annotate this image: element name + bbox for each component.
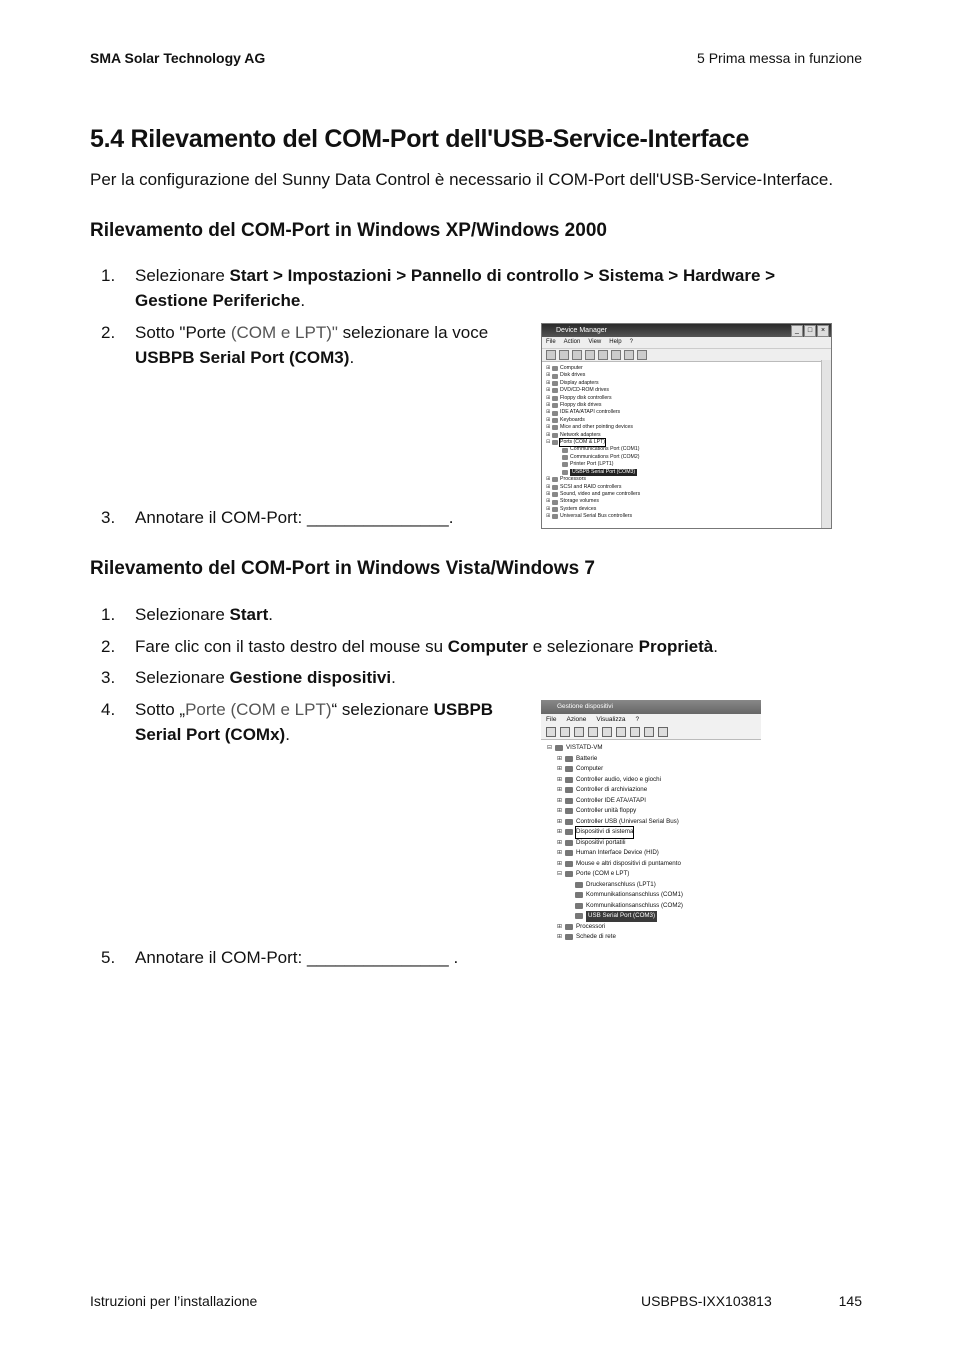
expand-icon[interactable]: ⊞ xyxy=(557,787,563,793)
footer-doc-type: Istruzioni per l’installazione xyxy=(90,1293,258,1309)
vista-step3-text: Selezionare xyxy=(135,668,230,687)
vista-tree-label: Controller audio, video e giochi xyxy=(576,775,661,783)
vista-menubar xyxy=(541,714,761,725)
vista-tree-label: USB Serial Port (COM3) xyxy=(586,911,657,922)
vista-tree-item[interactable] xyxy=(547,859,755,870)
header-company: SMA Solar Technology AG xyxy=(90,50,266,66)
device-icon xyxy=(565,808,573,814)
xp-tree-item[interactable] xyxy=(546,380,827,387)
xp-tree-item[interactable] xyxy=(546,446,827,453)
xp-tree-label: Display adapters xyxy=(560,379,599,386)
xp-device-manager-screenshot xyxy=(541,323,832,529)
xp-step1-number: 1. xyxy=(101,266,116,285)
xp-tree-label: Storage volumes xyxy=(560,498,599,505)
expand-icon[interactable]: ⊞ xyxy=(546,409,551,416)
xp-step2 xyxy=(135,320,525,370)
xp-toolbar xyxy=(542,349,831,362)
expand-icon[interactable]: ⊞ xyxy=(546,372,551,379)
section-title: 5.4 Rilevamento del COM-Port dell'USB-Service-Interface xyxy=(90,125,750,153)
xp-tree-label: Sound, video and game controllers xyxy=(560,490,641,497)
xp-window-title: Device Manager xyxy=(556,327,607,334)
xp-step2-ports: (COM e LPT)" xyxy=(230,323,338,342)
xp-tree-item[interactable] xyxy=(546,484,827,491)
xp-tree-item[interactable] xyxy=(546,417,827,424)
xp-tree-label: Computer xyxy=(560,365,583,371)
vista-tree-item[interactable] xyxy=(547,922,755,933)
vista-tree-label: Dispositivi di sistema xyxy=(576,827,633,838)
device-icon xyxy=(565,840,573,846)
xp-step2-end: . xyxy=(349,348,355,367)
xp-step2-text: Sotto "Porte xyxy=(135,323,231,342)
device-icon xyxy=(552,477,558,482)
device-icon xyxy=(565,934,573,940)
vista-tree-item[interactable] xyxy=(547,785,755,796)
vista-step1 xyxy=(135,602,273,627)
expand-icon[interactable]: ⊞ xyxy=(546,476,551,483)
expand-icon[interactable]: ⊞ xyxy=(546,402,551,409)
xp-tree-item[interactable] xyxy=(546,491,827,498)
xp-tree-label: Printer Port (LPT1) xyxy=(570,461,614,468)
device-icon xyxy=(552,418,558,423)
xp-step1 xyxy=(135,263,835,313)
vista-menu-item[interactable]: Visualizza xyxy=(596,716,626,723)
vista-tree-item[interactable] xyxy=(547,838,755,849)
uninstall-icon[interactable] xyxy=(637,350,647,360)
vista-tree-label: Processori xyxy=(576,922,606,930)
xp-titlebar xyxy=(542,324,831,337)
xp-tree-label: Keyboards xyxy=(560,416,585,423)
expand-icon[interactable]: ⊞ xyxy=(546,513,551,520)
uninstall-icon[interactable] xyxy=(658,727,668,737)
vista-step5-number: 5. xyxy=(101,948,116,967)
xp-menu-item[interactable]: Action xyxy=(563,339,581,345)
xp-menu-item[interactable]: Help xyxy=(609,339,622,345)
vista-tree-item[interactable] xyxy=(547,806,755,817)
xp-scrollbar[interactable] xyxy=(821,360,831,528)
expand-icon[interactable]: ⊞ xyxy=(546,490,551,497)
vista-heading: Rilevamento del COM-Port in Windows Vista/Windows 7 xyxy=(90,558,595,579)
device-icon xyxy=(562,462,568,467)
xp-tree-label: SCSI and RAID controllers xyxy=(560,483,622,490)
vista-step4-device-b: Serial Port (COMx) xyxy=(135,725,286,744)
vista-step4-end: . xyxy=(285,725,290,744)
vista-tree-item[interactable] xyxy=(547,796,755,807)
device-icon xyxy=(552,440,558,445)
xp-tree-label: Ports (COM & LPT) xyxy=(560,439,605,446)
xp-step1-text: Selezionare xyxy=(135,266,230,285)
maximize-icon[interactable]: □ xyxy=(804,325,816,337)
xp-menu-item[interactable]: View xyxy=(588,339,602,345)
xp-tree-label: DVD/CD-ROM drives xyxy=(560,387,609,394)
back-icon[interactable] xyxy=(546,727,556,737)
vista-tree-label: Batterie xyxy=(576,754,598,762)
vista-tree-item[interactable] xyxy=(547,911,755,922)
help-icon[interactable] xyxy=(602,727,612,737)
xp-tree-label: Communications Port (COM2) xyxy=(570,453,640,460)
xp-tree-item[interactable] xyxy=(546,395,827,402)
vista-tree-item[interactable] xyxy=(547,901,755,912)
expand-icon[interactable]: ⊞ xyxy=(557,766,563,772)
vista-menu-item[interactable]: ? xyxy=(635,716,640,723)
xp-tree-item[interactable] xyxy=(546,439,827,446)
expand-icon[interactable]: ⊞ xyxy=(557,755,563,762)
device-icon xyxy=(565,756,573,762)
xp-tree-label: Disk drives xyxy=(560,372,586,379)
vista-toolbar xyxy=(541,725,761,740)
vista-device-tree xyxy=(541,740,761,946)
xp-step2-text2: selezionare la voce xyxy=(337,323,489,342)
xp-tree-label: Network adapters xyxy=(560,431,601,438)
vista-step4-number: 4. xyxy=(101,700,116,719)
help-icon[interactable] xyxy=(598,350,608,360)
device-icon xyxy=(552,500,558,505)
vista-tree-item[interactable] xyxy=(547,754,755,765)
properties-icon[interactable] xyxy=(572,350,582,360)
vista-menu-item[interactable]: File xyxy=(546,716,557,723)
device-icon xyxy=(552,374,558,379)
vista-step2-computer: Computer xyxy=(447,637,529,656)
expand-icon[interactable]: ⊞ xyxy=(557,839,563,846)
xp-tree-label: Mice and other pointing devices xyxy=(560,424,633,431)
vista-step3 xyxy=(135,665,396,690)
xp-step2-device: USBPB Serial Port (COM3) xyxy=(135,348,350,367)
xp-tree-item[interactable] xyxy=(546,513,827,520)
vista-window-title: Gestione dispositivi xyxy=(557,703,613,710)
xp-tree-label: IDE ATA/ATAPI controllers xyxy=(560,409,621,416)
xp-menubar xyxy=(542,337,831,349)
device-icon xyxy=(565,787,573,793)
device-icon xyxy=(575,892,583,898)
xp-tree-label: Processors xyxy=(560,476,586,483)
scan-icon[interactable] xyxy=(616,727,626,737)
xp-tree-label: Communications Port (COM1) xyxy=(570,446,640,453)
xp-tree-label: System devices xyxy=(560,505,597,512)
xp-tree-item[interactable] xyxy=(546,476,827,483)
xp-tree-label: Universal Serial Bus controllers xyxy=(560,513,633,520)
xp-step1-end: . xyxy=(300,291,306,310)
vista-step3-number: 3. xyxy=(101,668,116,687)
device-icon xyxy=(565,829,573,835)
footer-doc-code: USBPBS-IXX103813 xyxy=(641,1293,772,1309)
vista-tree-item[interactable] xyxy=(547,880,755,891)
device-icon xyxy=(552,381,558,386)
vista-step2-end: . xyxy=(713,637,718,656)
vista-tree-label: Controller di archiviazione xyxy=(576,786,648,793)
xp-tree-item[interactable] xyxy=(546,469,827,476)
vista-device-manager-screenshot xyxy=(541,700,761,948)
xp-step1-target: Gestione Periferiche xyxy=(135,291,301,310)
expand-icon[interactable]: ⊞ xyxy=(557,818,563,825)
device-icon xyxy=(565,861,573,867)
expand-icon[interactable]: ⊞ xyxy=(546,365,551,371)
update-driver-icon[interactable] xyxy=(630,727,640,737)
expand-icon[interactable]: ⊞ xyxy=(546,498,551,505)
vista-step1-text: Selezionare xyxy=(135,605,230,624)
disable-icon[interactable] xyxy=(644,727,654,737)
device-icon xyxy=(565,924,573,930)
device-icon xyxy=(552,433,558,438)
vista-tree-label: Kommunikationsanschluss (COM2) xyxy=(586,901,683,909)
vista-tree-label: Human Interface Device (HID) xyxy=(576,849,659,856)
expand-icon[interactable]: ⊞ xyxy=(557,923,563,930)
device-icon xyxy=(575,913,583,919)
forward-icon[interactable] xyxy=(559,350,569,360)
vista-tree-item[interactable] xyxy=(547,932,755,943)
back-icon[interactable] xyxy=(546,350,556,360)
device-icon xyxy=(562,470,568,475)
expand-icon[interactable]: ⊞ xyxy=(546,431,551,438)
vista-tree-label: Mouse e altri dispositivi di puntamento xyxy=(576,859,681,867)
device-icon xyxy=(565,798,573,804)
expand-icon[interactable]: ⊞ xyxy=(546,505,551,512)
device-icon xyxy=(552,388,558,393)
vista-step4-device-a: USBPB xyxy=(433,700,494,719)
vista-tree-item[interactable] xyxy=(547,848,755,859)
xp-tree-item[interactable] xyxy=(546,454,827,461)
expand-icon[interactable]: ⊞ xyxy=(546,416,551,423)
vista-titlebar xyxy=(541,700,761,714)
vista-tree-label: Computer xyxy=(576,765,604,772)
vista-tree-item[interactable] xyxy=(547,827,755,838)
header-chapter: 5 Prima messa in funzione xyxy=(697,50,862,66)
device-icon xyxy=(562,448,568,453)
xp-tree-item[interactable] xyxy=(546,365,827,372)
vista-tree-label: Dispositivi portatili xyxy=(576,838,626,846)
vista-tree-label: Controller USB (Universal Serial Bus) xyxy=(576,817,679,825)
vista-tree-label: Schede di rete xyxy=(576,933,616,940)
xp-menu-item[interactable]: ? xyxy=(629,339,633,345)
xp-tree-item[interactable] xyxy=(546,498,827,505)
vista-tree-label: VISTATD-VM xyxy=(566,744,603,751)
xp-tree-item[interactable] xyxy=(546,461,827,468)
collapse-icon[interactable]: ⊟ xyxy=(557,871,563,877)
vista-step4-text: Sotto „ xyxy=(135,700,186,719)
vista-tree-item[interactable] xyxy=(547,869,755,880)
minimize-icon[interactable]: _ xyxy=(791,325,803,337)
vista-step4-ports: Porte (COM e LPT) xyxy=(185,700,332,719)
device-icon xyxy=(552,492,558,497)
expand-icon[interactable]: ⊞ xyxy=(557,934,563,940)
vista-step1-number: 1. xyxy=(101,605,116,624)
xp-tree-label: Floppy disk controllers xyxy=(560,394,612,401)
vista-step5: Annotare il COM-Port: _______________ . xyxy=(135,948,459,967)
xp-step2-number: 2. xyxy=(101,323,116,342)
update-driver-icon[interactable] xyxy=(624,350,634,360)
xp-tree-label: Floppy disk drives xyxy=(560,402,602,409)
device-icon xyxy=(565,766,573,772)
xp-menu-item[interactable]: File xyxy=(546,339,556,345)
collapse-icon[interactable]: ⊟ xyxy=(546,439,551,446)
expand-icon[interactable]: ⊞ xyxy=(557,850,563,856)
close-icon[interactable]: × xyxy=(817,325,829,337)
xp-tree-label: USBPB Serial Port (COM3) xyxy=(572,468,636,475)
section-intro: Per la configurazione del Sunny Data Control è necessario il COM-Port dell'USB-Service-Interface. xyxy=(90,170,834,189)
xp-tree-item[interactable] xyxy=(546,409,827,416)
expand-icon[interactable]: ⊞ xyxy=(546,387,551,394)
collapse-icon[interactable]: ⊟ xyxy=(547,745,553,751)
expand-icon[interactable]: ⊞ xyxy=(557,829,563,835)
vista-tree-label: Kommunikationsanschluss (COM1) xyxy=(586,891,683,898)
footer-page-number: 145 xyxy=(838,1293,862,1309)
expand-icon[interactable]: ⊞ xyxy=(546,424,551,431)
device-icon xyxy=(555,745,563,751)
vista-tree-label: Druckeranschluss (LPT1) xyxy=(586,880,656,888)
device-icon xyxy=(562,455,568,460)
xp-tree-item[interactable] xyxy=(546,432,827,439)
xp-tree-item[interactable] xyxy=(546,387,827,394)
vista-step3-end: . xyxy=(391,668,396,687)
device-icon xyxy=(565,850,573,856)
xp-tree-item[interactable] xyxy=(546,506,827,513)
vista-tree-item[interactable] xyxy=(547,817,755,828)
xp-tree-item[interactable] xyxy=(546,402,827,409)
device-icon xyxy=(552,411,558,416)
expand-icon[interactable]: ⊞ xyxy=(557,860,563,867)
vista-step3-device-manager: Gestione dispositivi xyxy=(229,668,392,687)
xp-heading: Rilevamento del COM-Port in Windows XP/Windows 2000 xyxy=(90,220,607,241)
vista-tree-item[interactable] xyxy=(547,890,755,901)
device-icon xyxy=(552,485,558,490)
xp-tree-item[interactable] xyxy=(546,372,827,379)
forward-icon[interactable] xyxy=(560,727,570,737)
device-icon xyxy=(552,366,558,371)
vista-tree-item[interactable] xyxy=(547,775,755,786)
device-icon xyxy=(552,425,558,430)
expand-icon[interactable]: ⊞ xyxy=(546,379,551,386)
properties-icon[interactable] xyxy=(574,727,584,737)
expand-icon[interactable]: ⊞ xyxy=(557,797,563,804)
vista-tree-item[interactable] xyxy=(547,764,755,775)
xp-step1-path: Start > Impostazioni > Pannello di controllo > Sistema > Hardware > xyxy=(229,266,776,285)
vista-step1-start: Start xyxy=(229,605,269,624)
expand-icon[interactable]: ⊞ xyxy=(557,808,563,814)
vista-step2-properties: Proprietà xyxy=(638,637,714,656)
xp-step3-number: 3. xyxy=(101,508,116,527)
vista-step2-number: 2. xyxy=(101,637,116,656)
vista-step4-text2: “ selezionare xyxy=(331,700,434,719)
print-icon[interactable] xyxy=(585,350,595,360)
vista-step2-text: Fare clic con il tasto destro del mouse su xyxy=(135,637,448,656)
device-icon xyxy=(552,507,558,512)
device-icon xyxy=(565,871,573,877)
expand-icon[interactable]: ⊞ xyxy=(546,483,551,490)
device-icon xyxy=(575,903,583,909)
vista-tree-label: Porte (COM e LPT) xyxy=(576,870,630,877)
device-icon xyxy=(565,819,573,825)
vista-step2-text2: e selezionare xyxy=(528,637,639,656)
vista-step4 xyxy=(135,697,525,747)
device-icon xyxy=(552,403,558,408)
device-icon xyxy=(552,396,558,401)
expand-icon[interactable]: ⊞ xyxy=(546,394,551,401)
device-icon xyxy=(575,882,583,888)
vista-step2 xyxy=(135,634,718,659)
vista-tree-label: Controller unità floppy xyxy=(576,807,637,814)
expand-icon[interactable]: ⊞ xyxy=(557,776,563,783)
xp-device-tree xyxy=(542,362,831,524)
xp-window-buttons xyxy=(791,325,829,337)
vista-tree-item[interactable] xyxy=(547,743,755,754)
vista-step1-end: . xyxy=(268,605,273,624)
device-icon xyxy=(552,514,558,519)
scan-icon[interactable] xyxy=(611,350,621,360)
list-icon[interactable] xyxy=(588,727,598,737)
vista-menu-item[interactable]: Azione xyxy=(566,716,587,723)
xp-tree-item[interactable] xyxy=(546,424,827,431)
device-icon xyxy=(565,777,573,783)
vista-tree-label: Controller IDE ATA/ATAPI xyxy=(576,796,647,804)
xp-step3: Annotare il COM-Port: _______________. xyxy=(135,508,454,527)
